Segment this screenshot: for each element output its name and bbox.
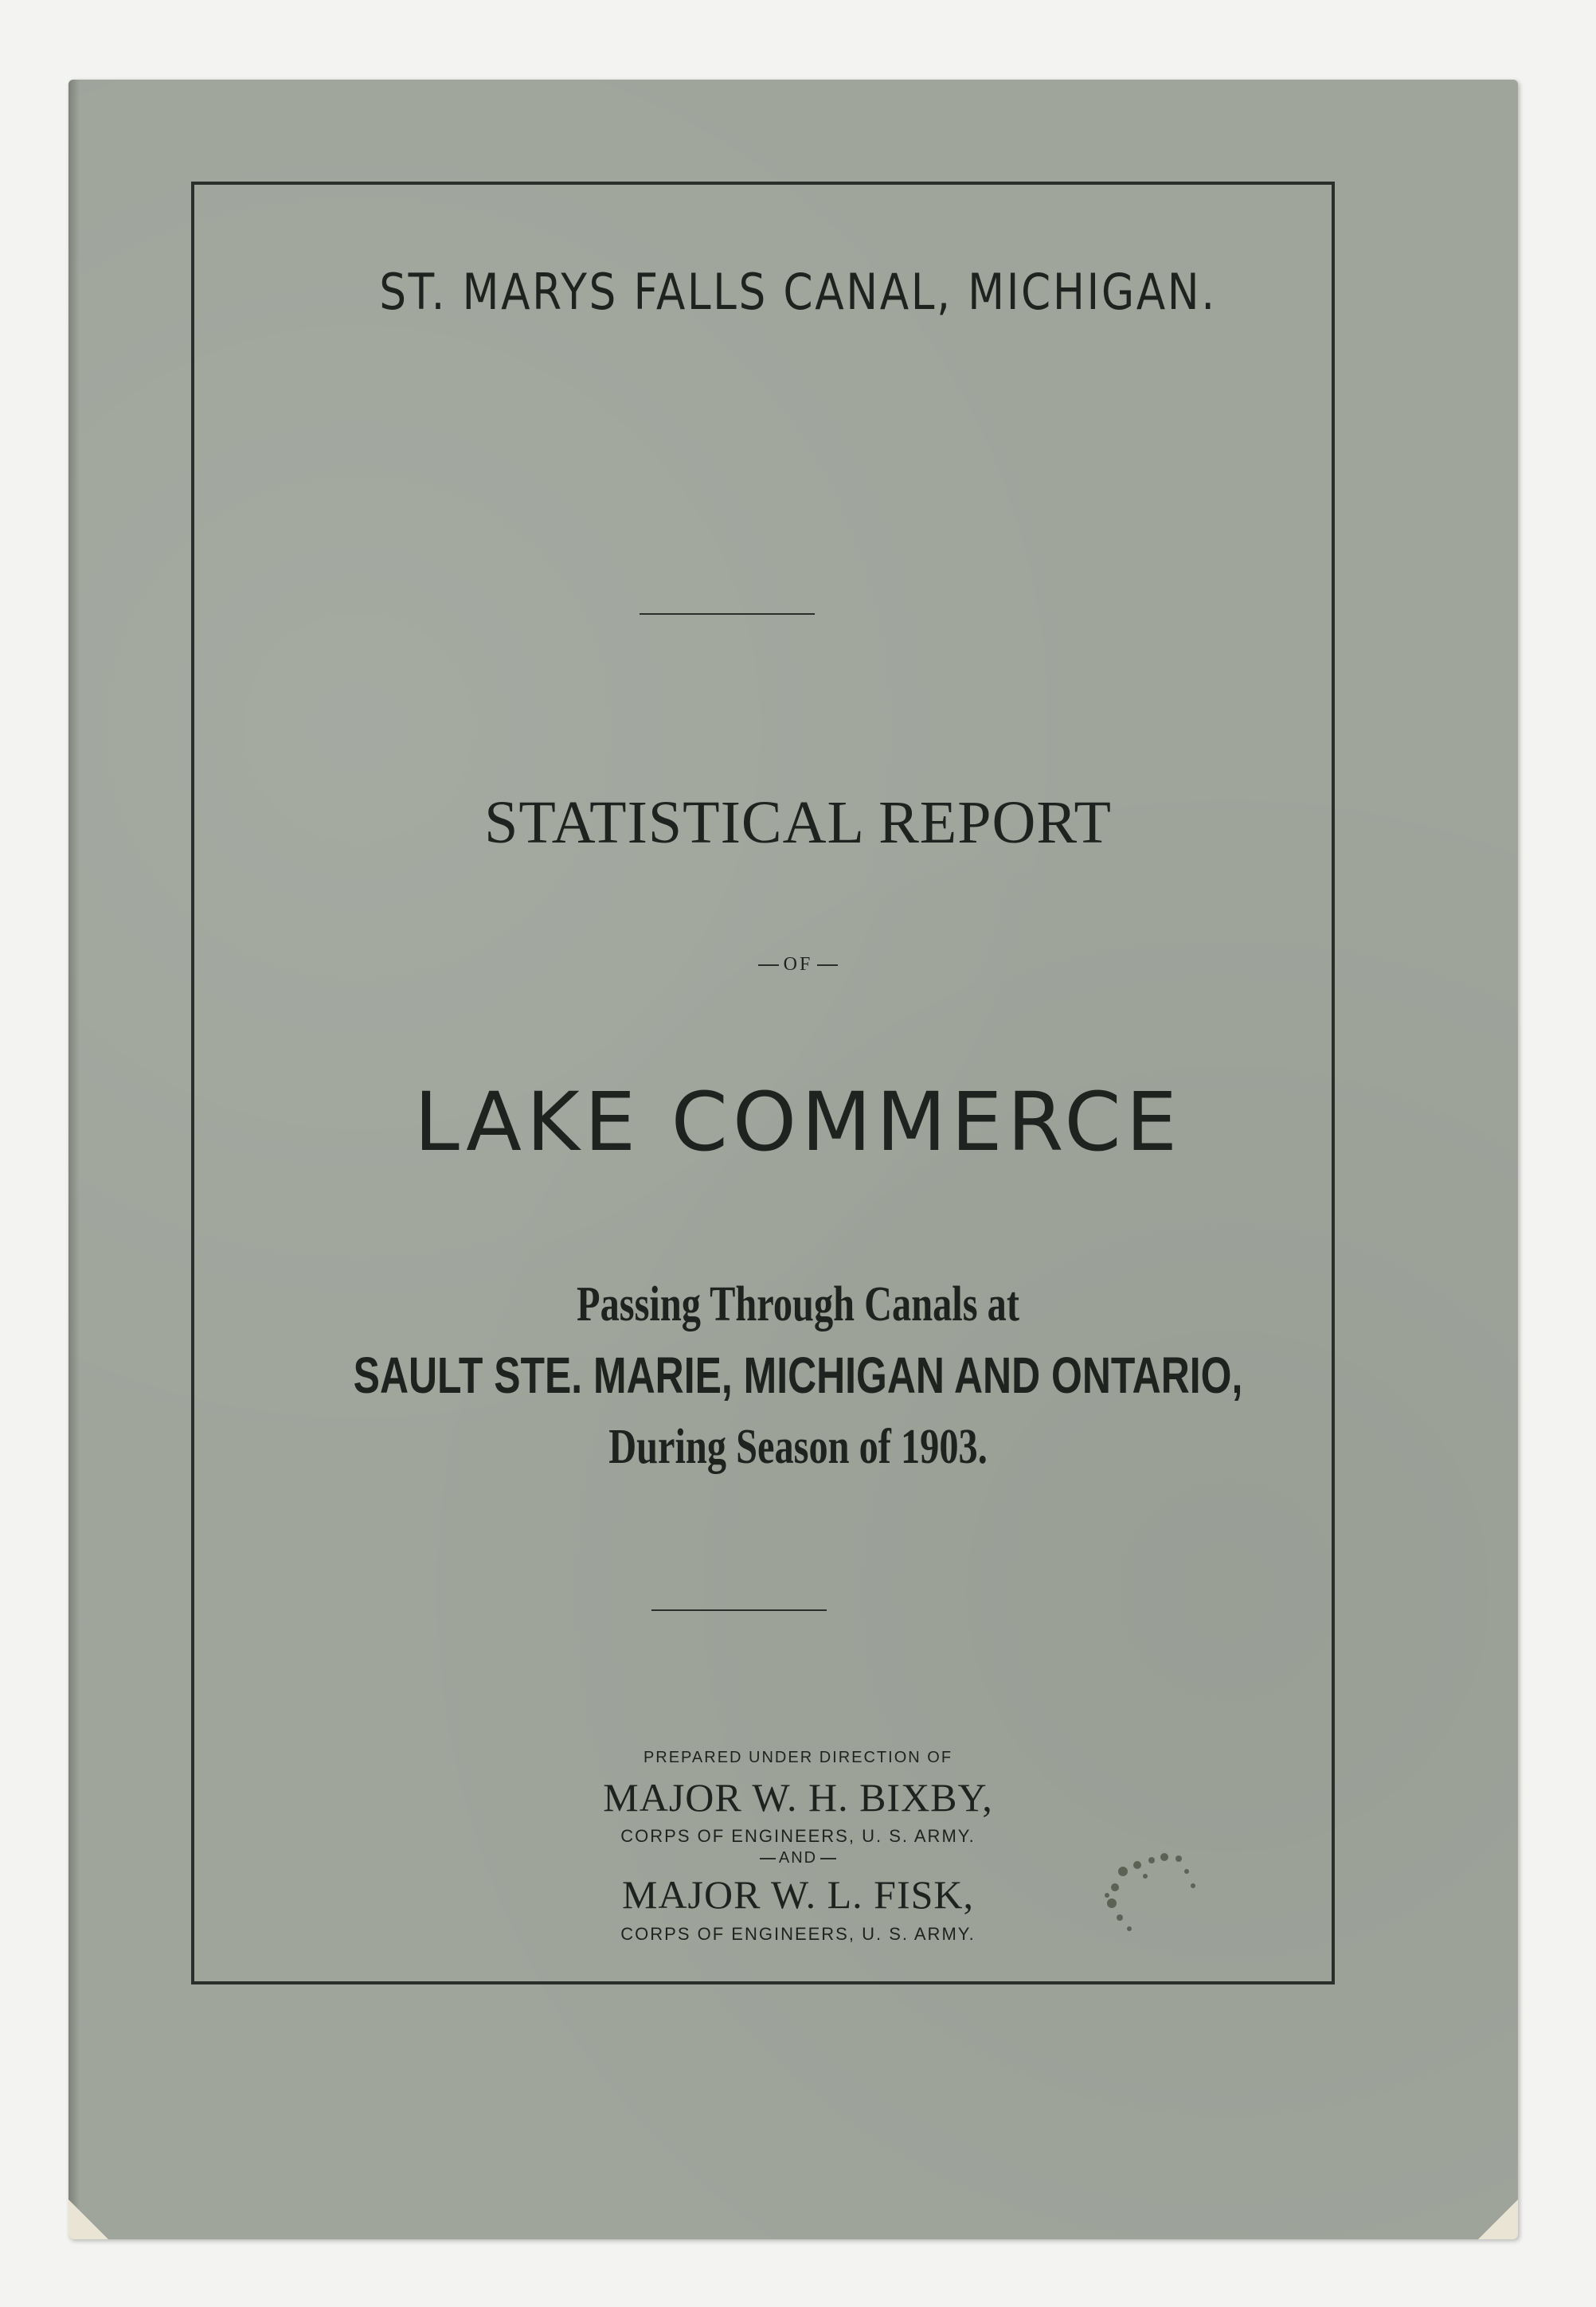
- of-line: [0, 954, 1596, 976]
- cover-header: ST. MARYS FALLS CANAL, MICHIGAN.: [379, 263, 1217, 321]
- worn-corner-bottom-left: [68, 2199, 108, 2239]
- of-dash-right: [817, 964, 838, 966]
- officer-1-name: MAJOR W. H. BIXBY,: [603, 1775, 993, 1820]
- officer-2-corps: CORPS OF ENGINEERS, U. S. ARMY.: [620, 1924, 976, 1944]
- and-line: [0, 1849, 1596, 1867]
- report-title: STATISTICAL REPORT: [484, 789, 1112, 856]
- and-dash-right: [820, 1858, 836, 1859]
- officer-1-corps: CORPS OF ENGINEERS, U. S. ARMY.: [620, 1826, 976, 1846]
- worn-corner-bottom-right: [1478, 2199, 1518, 2239]
- subtitle-line-3: During Season of 1903.: [608, 1420, 988, 1474]
- subtitle-line-2: SAULT STE. MARIE, MICHIGAN AND ONTARIO,: [353, 1347, 1243, 1404]
- prepared-by-label: PREPARED UNDER DIRECTION OF: [643, 1749, 953, 1766]
- of-word: OF: [783, 954, 813, 975]
- divider-middle: [651, 1609, 827, 1611]
- and-word: AND: [778, 1849, 818, 1867]
- main-title: LAKE COMMERCE: [413, 1075, 1183, 1170]
- officer-2-name: MAJOR W. L. FISK,: [621, 1872, 975, 1917]
- subtitle-line-1: Passing Through Canals at: [577, 1277, 1019, 1331]
- of-dash-left: [758, 964, 779, 966]
- ink-stain: [1091, 1840, 1211, 1951]
- divider-top: [640, 613, 815, 615]
- and-dash-left: [760, 1858, 776, 1859]
